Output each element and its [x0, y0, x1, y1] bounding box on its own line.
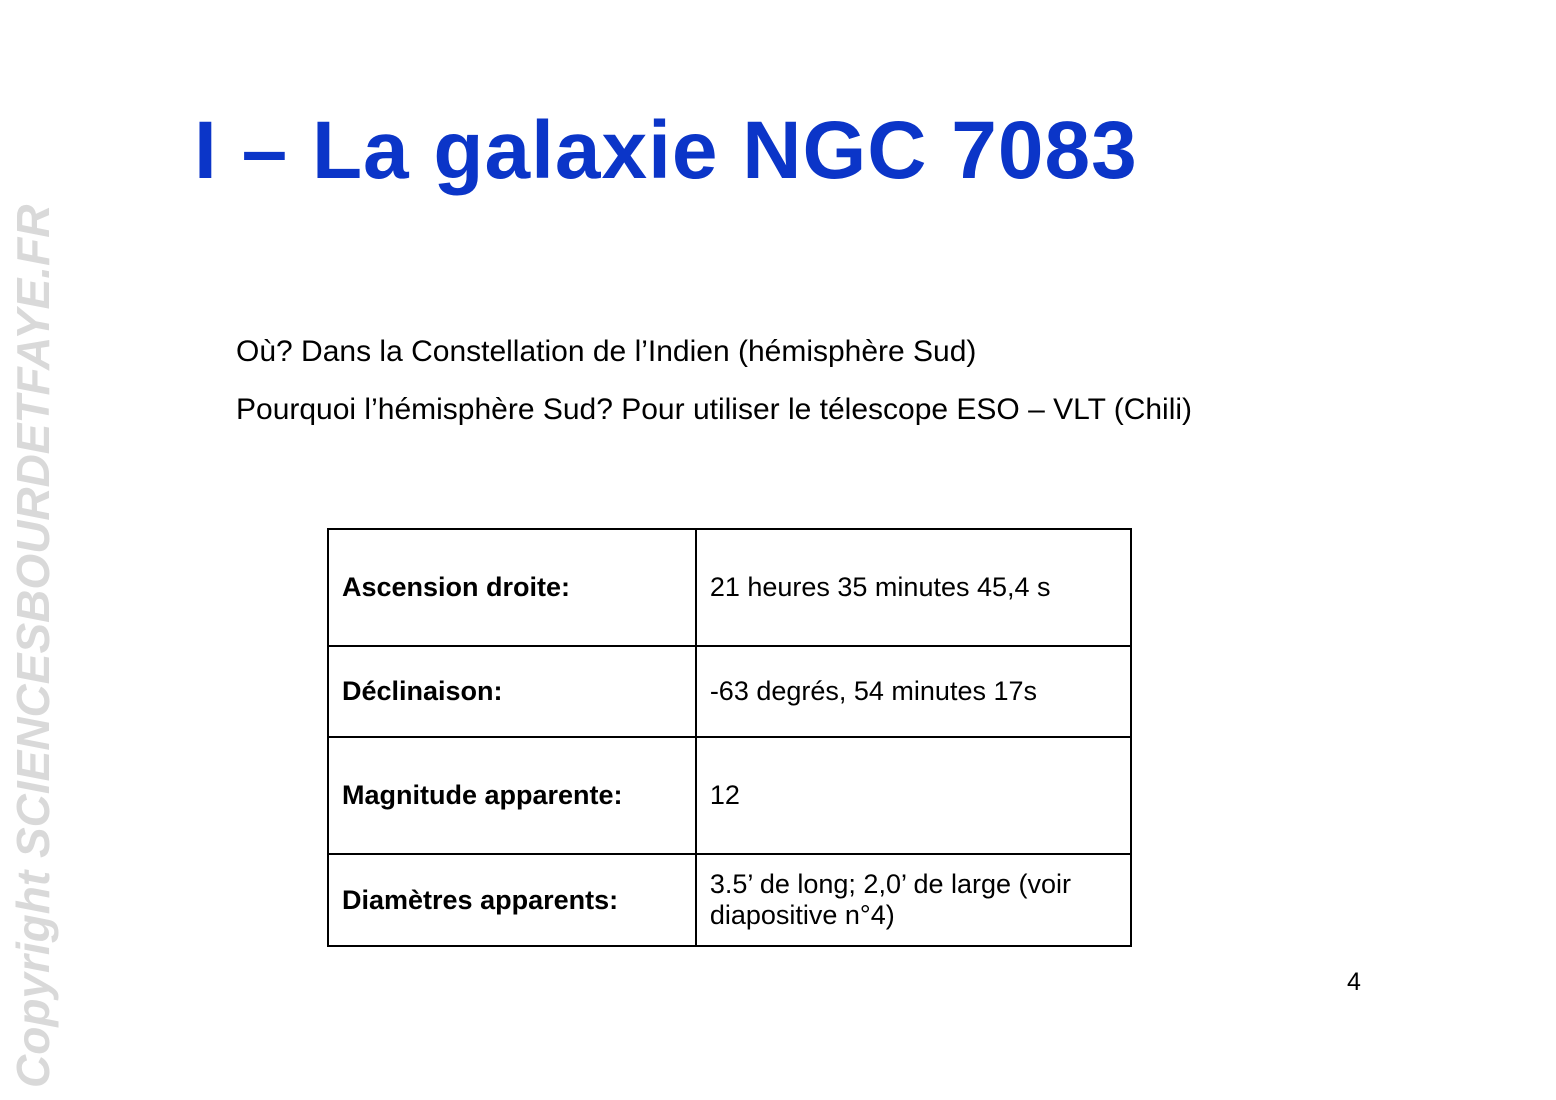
page-number: 4: [1347, 968, 1361, 996]
reason-line: Pourquoi l’hémisphère Sud? Pour utiliser le télescope ESO – VLT (Chili): [236, 393, 1193, 426]
slide-title: I – La galaxie NGC 7083: [194, 105, 1138, 196]
row-label: Diamètres apparents:: [328, 854, 696, 946]
row-value: 12: [696, 737, 1131, 854]
table-row: [328, 646, 1131, 737]
table-row: [328, 529, 1131, 646]
table-row: [328, 854, 1131, 946]
row-value: 21 heures 35 minutes 45,4 s: [696, 529, 1131, 646]
galaxy-info-table: [327, 528, 1132, 947]
copyright-watermark: Copyright SCIENCESBOURDETFAYE.FR: [7, 204, 59, 1088]
table-row: [328, 737, 1131, 854]
row-label: Ascension droite:: [328, 529, 696, 646]
row-label: Magnitude apparente:: [328, 737, 696, 854]
row-value: 3.5’ de long; 2,0’ de large (voir diapositive n°4): [696, 854, 1131, 946]
row-label: Déclinaison:: [328, 646, 696, 737]
location-line: Où? Dans la Constellation de l’Indien (hémisphère Sud): [236, 335, 977, 368]
row-value: -63 degrés, 54 minutes 17s: [696, 646, 1131, 737]
